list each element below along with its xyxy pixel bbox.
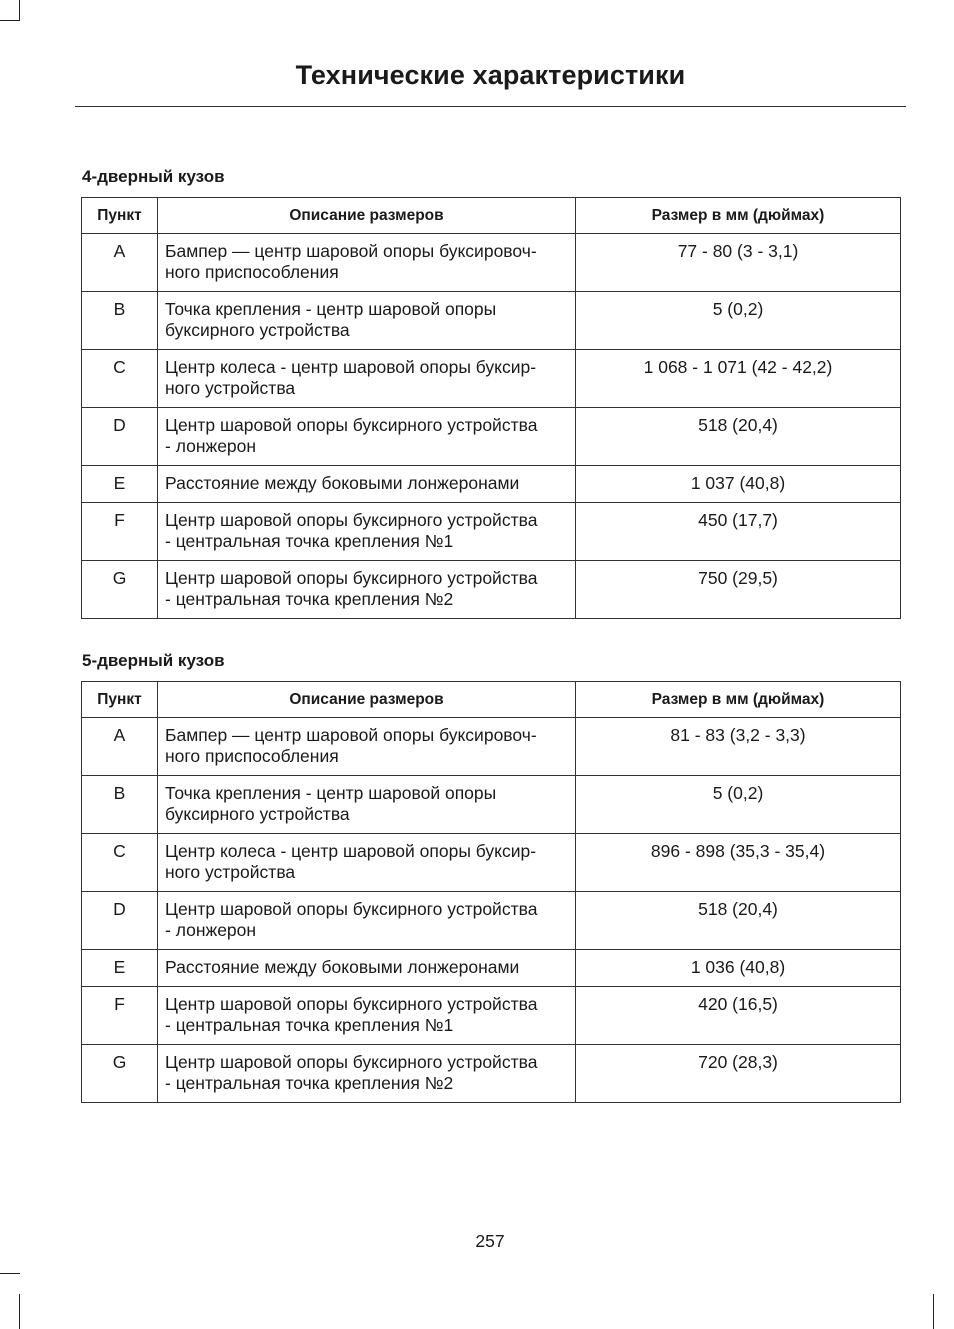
- section-title-4-door: 4-дверный кузов: [82, 167, 225, 186]
- section-title-5-door: 5-дверный кузов: [82, 651, 225, 670]
- size-cell: 518 (20,4): [576, 892, 901, 950]
- size-cell: 77 - 80 (3 - 3,1): [576, 234, 901, 292]
- item-cell: E: [82, 466, 158, 503]
- header-size: Размер в мм (дюймах): [576, 682, 901, 718]
- page-number: 257: [475, 1231, 505, 1251]
- table-row: [82, 892, 901, 950]
- description-cell: [158, 408, 576, 466]
- description-line: Центр шаровой опоры буксирного устройства - лонжерон: [165, 899, 538, 940]
- item-cell: G: [82, 1045, 158, 1103]
- crop-mark-top-left: [19, 0, 20, 21]
- table-row: [82, 776, 901, 834]
- description-line: Точка крепления - центр шаровой опоры буксирного устройства: [165, 299, 497, 340]
- description-line: Расстояние между боковыми лонжеронами: [165, 957, 520, 977]
- description-line: Центр шаровой опоры буксирного устройства - центральная точка крепления №2: [165, 568, 538, 609]
- description-cell: [158, 561, 576, 619]
- title-divider: [75, 106, 906, 107]
- table-header-row: [82, 198, 901, 234]
- size-cell: 81 - 83 (3,2 - 3,3): [576, 718, 901, 776]
- crop-mark-bottom-right: [933, 1294, 934, 1329]
- size-cell: 450 (17,7): [576, 503, 901, 561]
- description-line: Центр шаровой опоры буксирного устройства - центральная точка крепления №1: [165, 510, 538, 551]
- table-row: [82, 950, 901, 987]
- item-cell: E: [82, 950, 158, 987]
- header-item: Пункт: [82, 198, 158, 234]
- description-line: Центр шаровой опоры буксирного устройства - центральная точка крепления №2: [165, 1052, 538, 1093]
- crop-mark-bottom-left-h: [0, 1273, 20, 1274]
- description-line: Центр колеса - центр шаровой опоры буксир- ного устройства: [165, 841, 537, 882]
- size-cell: 518 (20,4): [576, 408, 901, 466]
- description-cell: [158, 292, 576, 350]
- description-cell: [158, 950, 576, 987]
- size-cell: 720 (28,3): [576, 1045, 901, 1103]
- crop-mark-bottom-left: [19, 1294, 20, 1329]
- table-row: [82, 503, 901, 561]
- dimensions-table-5-door: [81, 681, 901, 1103]
- description-cell: [158, 466, 576, 503]
- description-cell: [158, 350, 576, 408]
- header-item: Пункт: [82, 682, 158, 718]
- size-cell: 5 (0,2): [576, 776, 901, 834]
- item-cell: C: [82, 350, 158, 408]
- size-cell: 896 - 898 (35,3 - 35,4): [576, 834, 901, 892]
- description-line: Центр колеса - центр шаровой опоры буксир- ного устройства: [165, 357, 537, 398]
- header-description: Описание размеров: [158, 682, 576, 718]
- dimensions-table-4-door: [81, 197, 901, 619]
- description-cell: [158, 892, 576, 950]
- item-cell: A: [82, 234, 158, 292]
- header-description: Описание размеров: [158, 198, 576, 234]
- item-cell: G: [82, 561, 158, 619]
- description-cell: [158, 834, 576, 892]
- table-row: [82, 350, 901, 408]
- item-cell: D: [82, 408, 158, 466]
- size-cell: 420 (16,5): [576, 987, 901, 1045]
- item-cell: F: [82, 987, 158, 1045]
- table-row: [82, 1045, 901, 1103]
- description-cell: [158, 987, 576, 1045]
- size-cell: 5 (0,2): [576, 292, 901, 350]
- table-row: [82, 234, 901, 292]
- description-cell: [158, 503, 576, 561]
- table-header-row: [82, 682, 901, 718]
- description-cell: [158, 1045, 576, 1103]
- table-row: [82, 466, 901, 503]
- item-cell: D: [82, 892, 158, 950]
- description-line: Точка крепления - центр шаровой опоры буксирного устройства: [165, 783, 497, 824]
- description-line: Центр шаровой опоры буксирного устройства - центральная точка крепления №1: [165, 994, 538, 1035]
- table-row: [82, 561, 901, 619]
- item-cell: B: [82, 776, 158, 834]
- table-row: [82, 718, 901, 776]
- item-cell: A: [82, 718, 158, 776]
- description-line: Бампер — центр шаровой опоры буксировоч- ного приспособления: [165, 725, 537, 766]
- description-cell: [158, 718, 576, 776]
- description-cell: [158, 776, 576, 834]
- description-line: Бампер — центр шаровой опоры буксировоч- ного приспособления: [165, 241, 537, 282]
- table-row: [82, 408, 901, 466]
- description-line: Центр шаровой опоры буксирного устройства - лонжерон: [165, 415, 538, 456]
- size-cell: 1 036 (40,8): [576, 950, 901, 987]
- size-cell: 1 068 - 1 071 (42 - 42,2): [576, 350, 901, 408]
- table-row: [82, 987, 901, 1045]
- description-line: Расстояние между боковыми лонжеронами: [165, 473, 520, 493]
- table-row: [82, 834, 901, 892]
- crop-mark-top-left-h: [0, 20, 20, 21]
- item-cell: F: [82, 503, 158, 561]
- table-row: [82, 292, 901, 350]
- header-size: Размер в мм (дюймах): [576, 198, 901, 234]
- item-cell: B: [82, 292, 158, 350]
- size-cell: 750 (29,5): [576, 561, 901, 619]
- description-cell: [158, 234, 576, 292]
- item-cell: C: [82, 834, 158, 892]
- page-title: Технические характеристики: [295, 60, 686, 90]
- size-cell: 1 037 (40,8): [576, 466, 901, 503]
